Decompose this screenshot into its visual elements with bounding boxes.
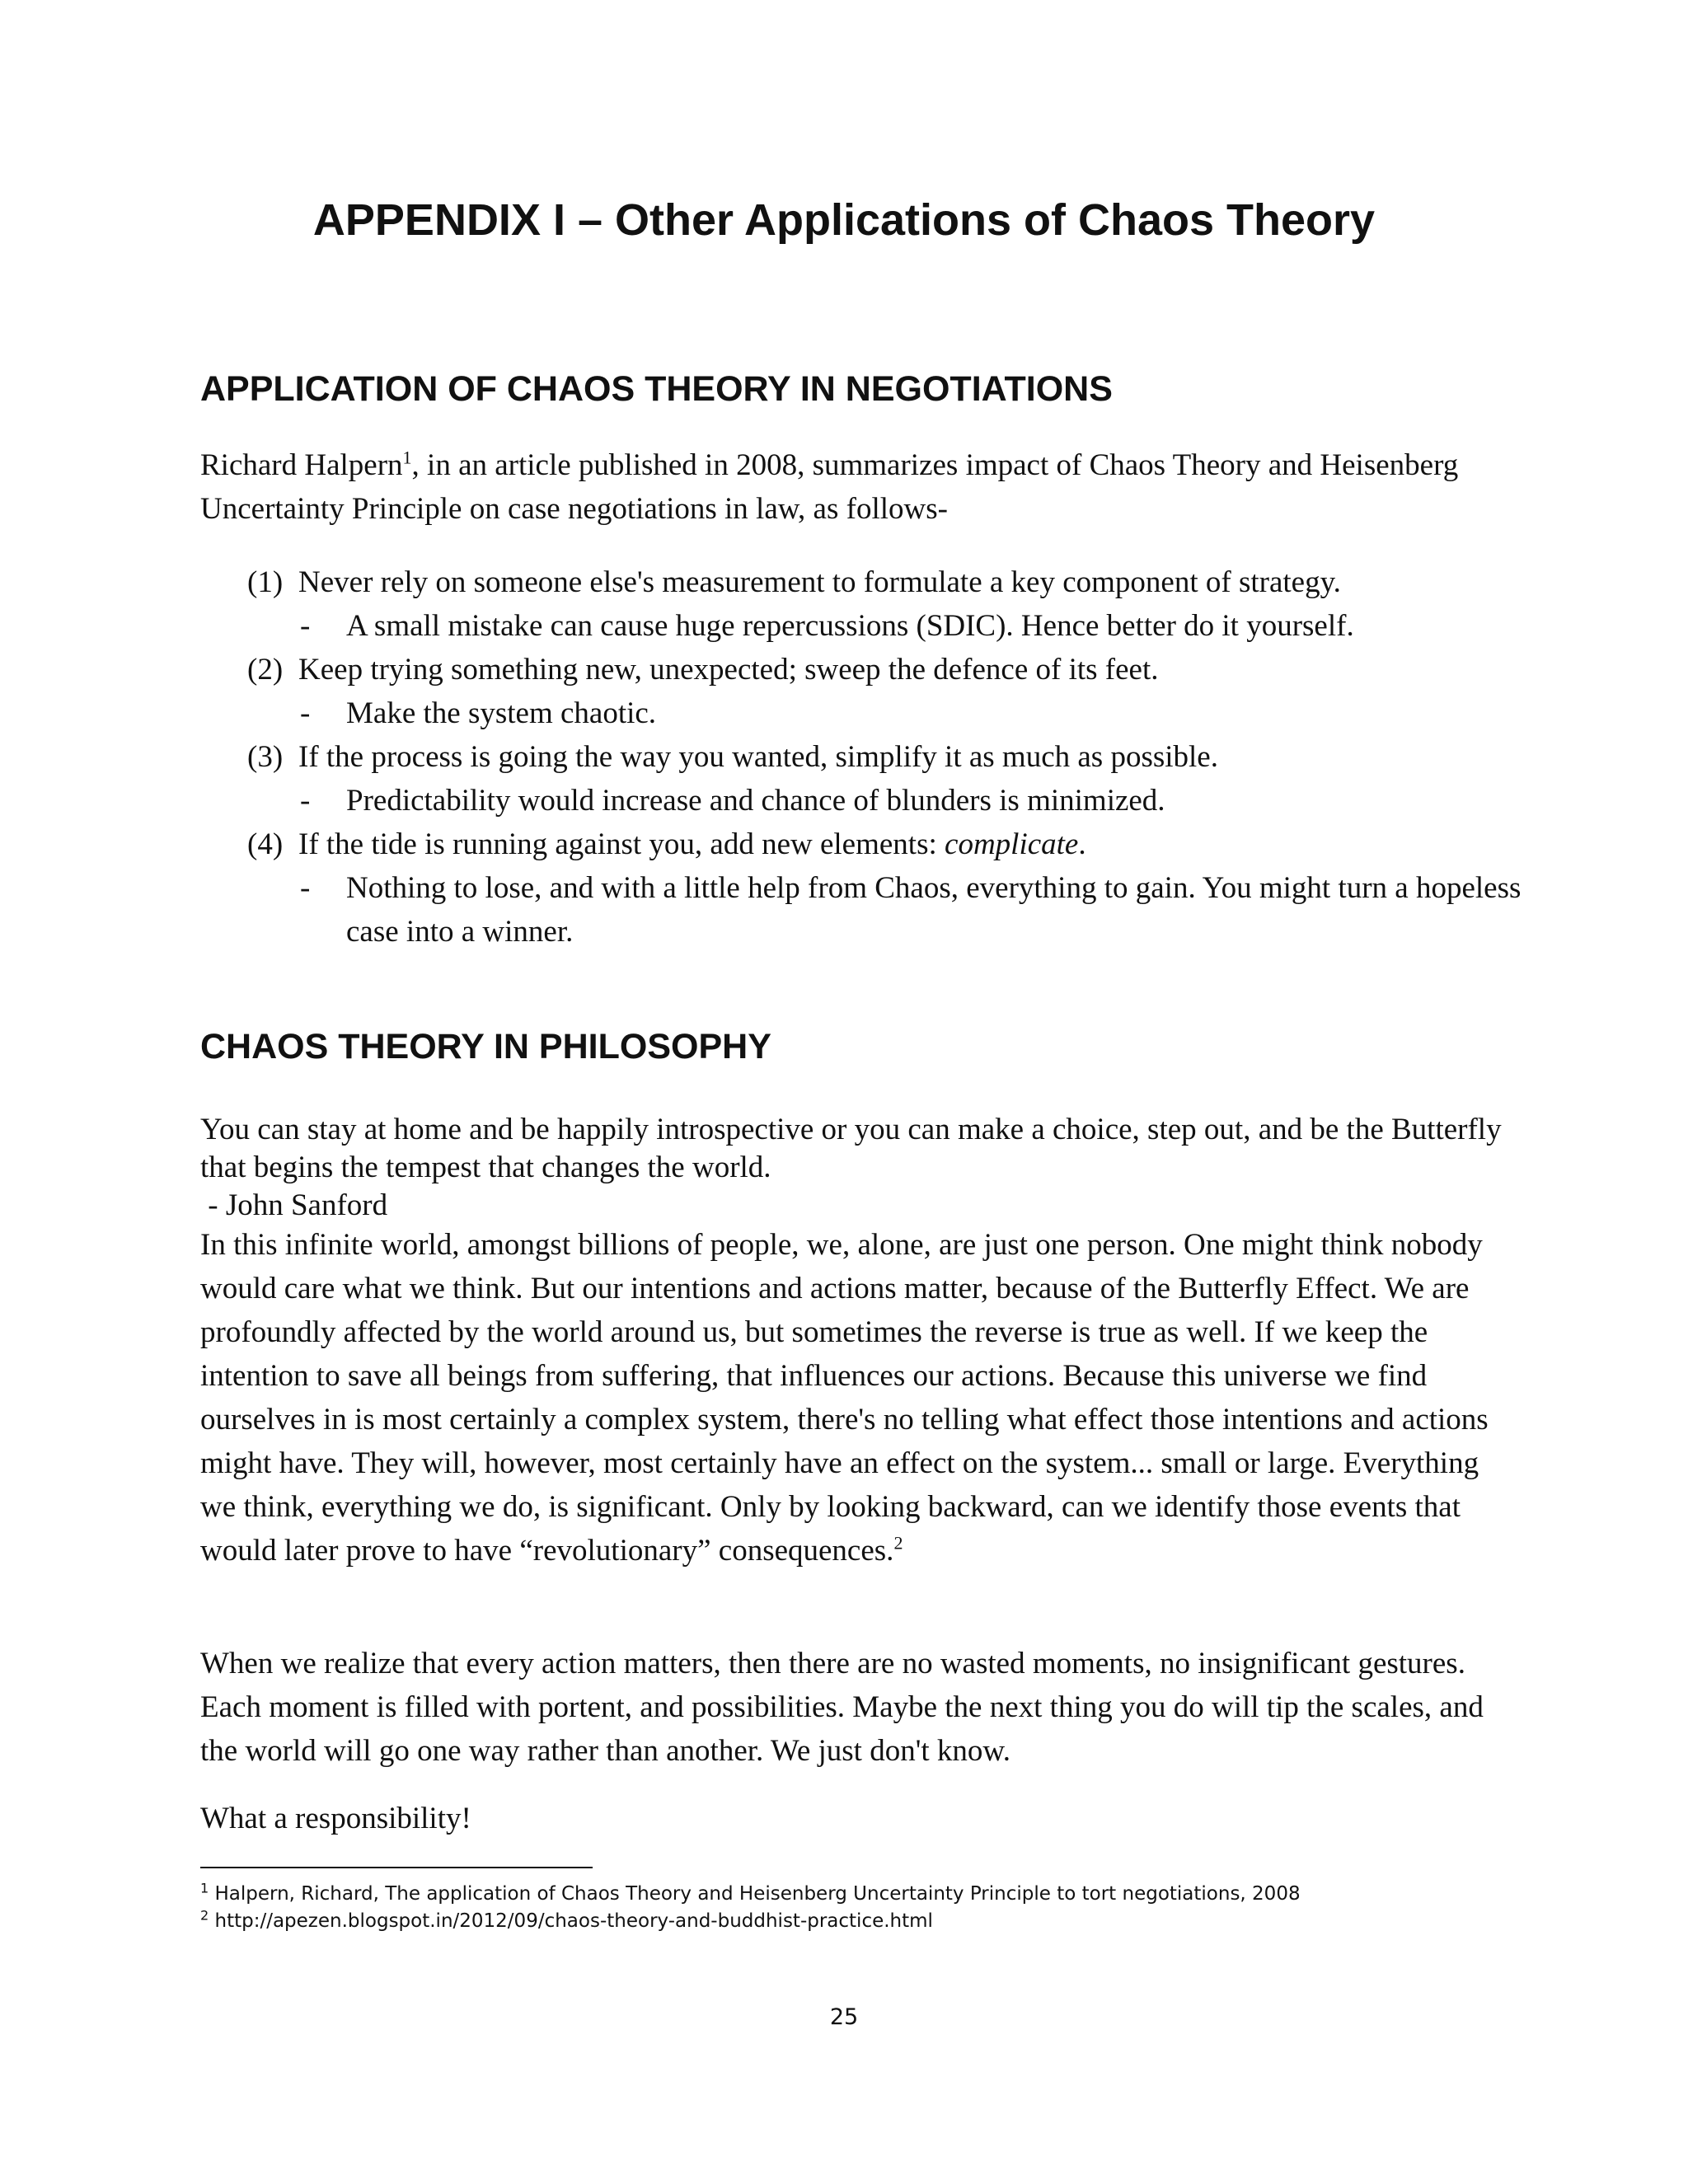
sub-list-item-text: Predictability would increase and chance of blunders is minimized. [346, 784, 1165, 818]
list-item [247, 823, 1533, 954]
footnote-ref-2[interactable]: 2 [893, 1532, 903, 1554]
section-heading-philosophy: CHAOS THEORY IN PHILOSOPHY [200, 1027, 771, 1066]
sub-list-item-text: Nothing to lose, and with a little help from Chaos, everything to gain. You might turn a hopeless case into a winner. [346, 871, 1522, 949]
list-item-text: Never rely on someone else's measurement to formulate a key component of strategy. [298, 565, 1341, 599]
italic-emphasis: complicate [945, 827, 1079, 861]
list-item-text-start: If the tide is running against you, add new elements: [298, 827, 945, 861]
page-title: APPENDIX I – Other Applications of Chaos Theory [312, 195, 1376, 245]
sub-list [298, 779, 1533, 823]
sub-list [298, 604, 1533, 648]
dash-marker: - [300, 784, 311, 818]
list-item-number: (2) [247, 653, 284, 687]
footnote [200, 1908, 1519, 1935]
quote-attribution: - John Sanford [200, 1188, 388, 1222]
section-heading-negotiations: APPLICATION OF CHAOS THEORY IN NEGOTIATIONS [200, 369, 1113, 409]
negotiation-rules-list [247, 560, 1533, 954]
sub-list [298, 866, 1533, 954]
intro-text: , in an article published in 2008, summarizes impact of Chaos Theory and Heisenberg Uncertainty Principle on case negotiations in law, as follows- [200, 448, 1459, 526]
author-name: Richard Halpern [200, 448, 403, 482]
list-item-text: If the process is going the way you wanted, simplify it as much as possible. [298, 740, 1218, 774]
list-item-number: (1) [247, 565, 284, 599]
sub-list [298, 691, 1533, 735]
body-paragraph: What a responsibility! [200, 1802, 471, 1835]
paragraph-text: In this infinite world, amongst billions of people, we, alone, are just one person. One might think nobody would care what we think. But our intentions and actions matter, because of the Butterfly Effect. We are profoundly affected by the world around us, but sometimes the reverse is true as well. If we keep the intention to save all beings from suffering, that influences our actions. Because this universe we find ourselves in is most certainly a complex system, there's no telling what effect those intentions and actions might have. They will, however, most certainly have an effect on the system... small or large. Everything we think, everything we do, is significant. Only by looking backward, can we identify those events that would later prove to have “revolutionary” consequences. [200, 1228, 1489, 1568]
footnote-number: 1 [200, 1880, 209, 1896]
sub-list-item [298, 604, 1533, 648]
sub-list-item-text: A small mistake can cause huge repercussions (SDIC). Hence better do it yourself. [346, 609, 1354, 643]
list-item [247, 735, 1533, 823]
footnote-divider [200, 1867, 593, 1868]
footnote-text: Halpern, Richard, The application of Chaos Theory and Heisenberg Uncertainty Principle to tort negotiations, 2008 [214, 1883, 1301, 1905]
list-item-number: (3) [247, 740, 284, 774]
body-paragraph: When we realize that every action matters, then there are no wasted moments, no insignificant gestures. Each moment is filled with portent, and possibilities. Maybe the next thing you do will tip the scales, and the world will go one way rather than another. We just don't know. [200, 1647, 1484, 1768]
sub-list-item-text: Make the system chaotic. [346, 696, 657, 730]
quote-text: You can stay at home and be happily introspective or you can make a choice, step out, and be the Butterfly that begins the tempest that changes the world. [200, 1113, 1502, 1184]
list-item [247, 648, 1533, 735]
list-item-number: (4) [247, 827, 284, 861]
list-item-text-end: . [1078, 827, 1086, 861]
dash-marker: - [300, 609, 311, 643]
footnotes-list [200, 1881, 1519, 1935]
sub-list-item [298, 691, 1533, 735]
quote-block [200, 1111, 1503, 1225]
list-item [247, 560, 1533, 648]
dash-marker: - [300, 696, 311, 730]
list-item-text: Keep trying something new, unexpected; sweep the defence of its feet. [298, 653, 1159, 687]
footnote [200, 1881, 1519, 1908]
footnote-ref-1[interactable]: 1 [402, 447, 412, 468]
footnote-link[interactable]: http://apezen.blogspot.in/2012/09/chaos-theory-and-buddhist-practice.html [214, 1910, 933, 1932]
footnote-number: 2 [200, 1907, 209, 1924]
dash-marker: - [300, 871, 311, 905]
body-paragraph [200, 1223, 1503, 1572]
sub-list-item [298, 866, 1533, 954]
list-item-text [298, 827, 1086, 861]
page-number: 25 [829, 2004, 859, 2030]
sub-list-item [298, 779, 1533, 823]
intro-paragraph [200, 443, 1503, 531]
